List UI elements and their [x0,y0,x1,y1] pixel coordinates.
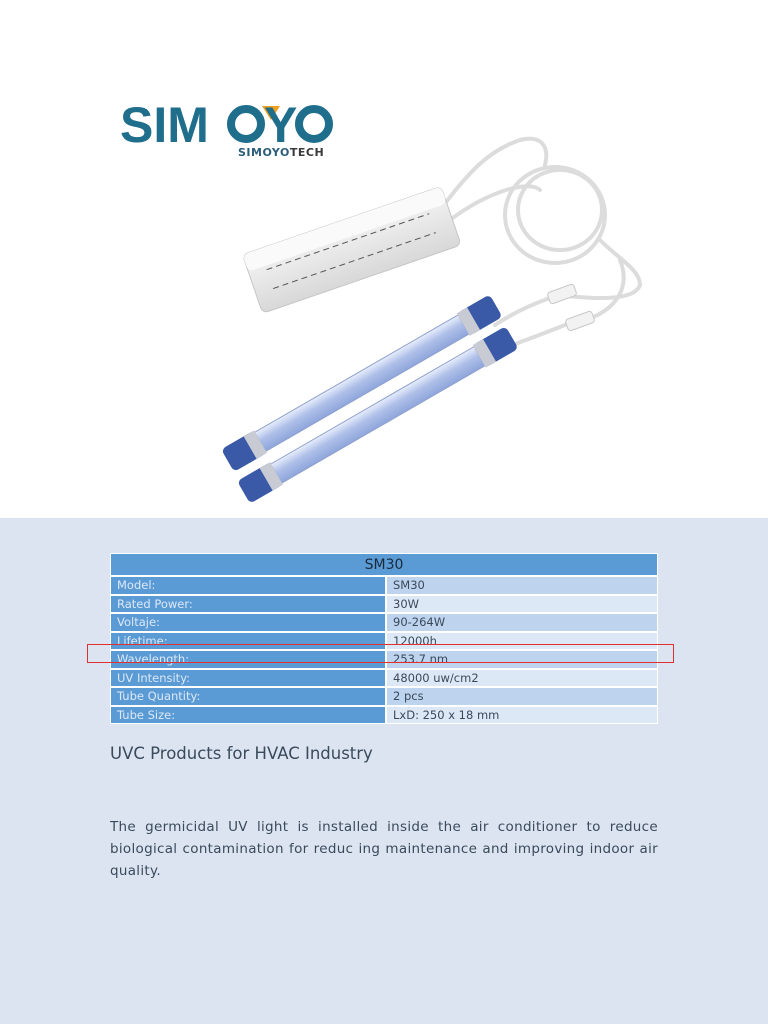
spec-table [110,553,658,724]
spec-label: UV Intensity: [110,669,386,688]
table-row [110,687,658,706]
highlight-box [87,644,674,663]
spec-value: 90-264W [386,613,658,632]
logo-subtitle: SIMOYOTECH [238,146,325,159]
svg-text:Y: Y [264,97,298,153]
spec-value: 253.7 nm [386,650,658,669]
table-row [110,613,658,632]
spec-table-title: SM30 [110,553,658,576]
spec-value: LxD: 250 x 18 mm [386,706,658,725]
table-row [110,576,658,595]
spec-value: 48000 uw/cm2 [386,669,658,688]
spec-value: 12000h [386,632,658,651]
svg-text:SIM: SIM [120,97,209,153]
spec-value: 30W [386,595,658,614]
spec-label: Wavelength: [110,650,386,669]
section-title: UVC Products for HVAC Industry [110,744,373,763]
spec-value: SM30 [386,576,658,595]
uvc-lamp-product-image [200,110,670,510]
spec-value: 2 pcs [386,687,658,706]
spec-label: Tube Quantity: [110,687,386,706]
table-row [110,706,658,725]
table-row [110,595,658,614]
spec-label: Voltaje: [110,613,386,632]
spec-label: Model: [110,576,386,595]
spec-label: Lifetime: [110,632,386,651]
spec-label: Rated Power: [110,595,386,614]
description-paragraph: The germicidal UV light is installed inside the air conditioner to reduce biological contamination for reduc ing maintenance and improving indoor air quality. [110,819,658,879]
spec-label: Tube Size: [110,706,386,725]
table-row [110,669,658,688]
